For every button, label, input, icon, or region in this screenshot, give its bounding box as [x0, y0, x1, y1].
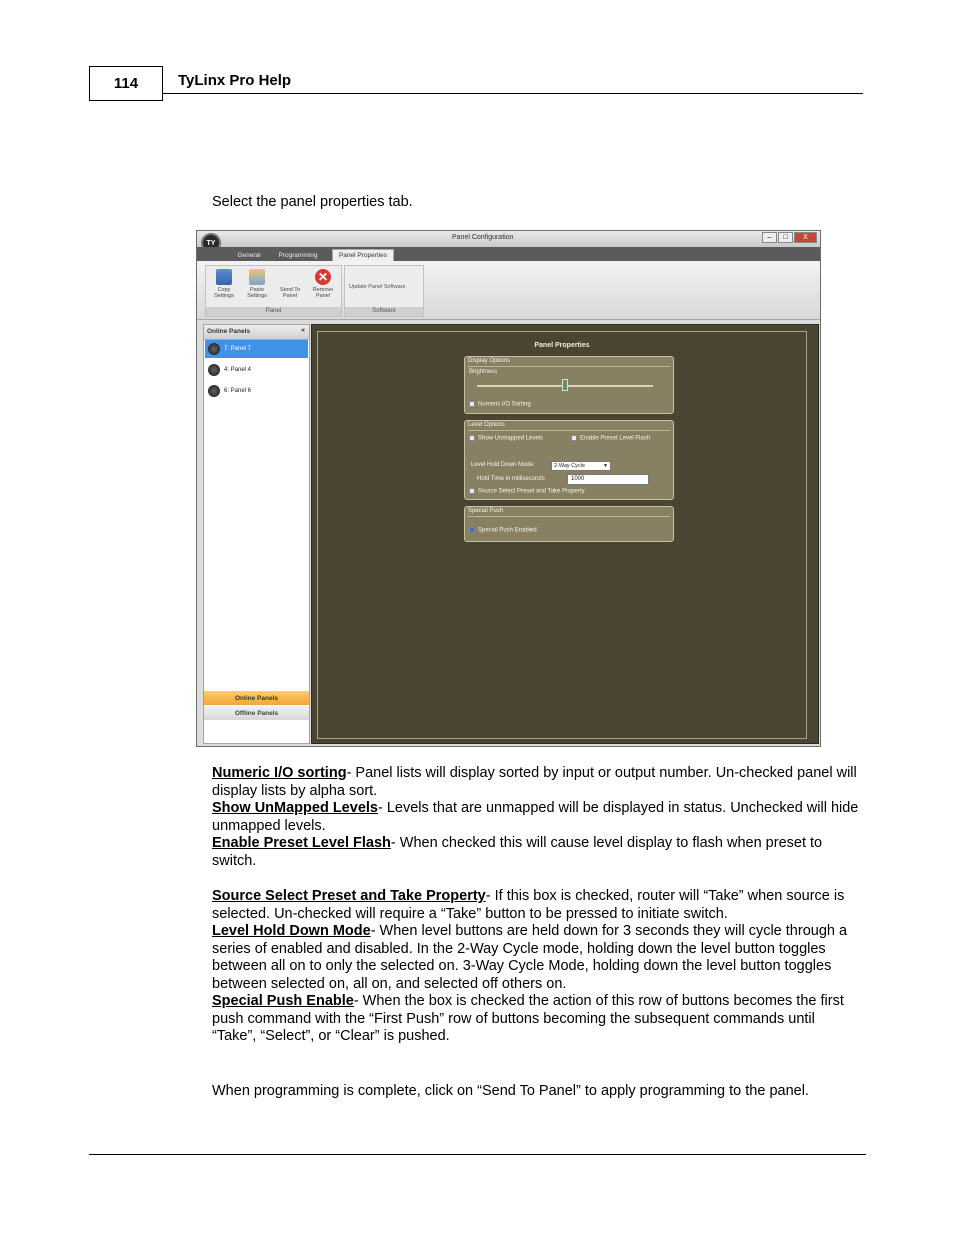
- panel-properties-title: Panel Properties: [534, 342, 590, 349]
- display-options-group: [464, 356, 674, 414]
- panel-list-item[interactable]: [205, 340, 308, 358]
- term-link[interactable]: Enable Preset Level Flash: [212, 835, 391, 851]
- description-text: - When level buttons are held down for 3 seconds they will cycle through a series of enabled and disabled. In the 2-Way Cycle mode, holding down the level button toggles between all on to only the selected on. 3-Way Cycle Mode, holding down the level button toggles between selected on, all on, and selected off others on.: [212, 923, 848, 992]
- show-unmapped-levels-option[interactable]: [469, 435, 543, 442]
- group-divider: [468, 366, 670, 367]
- panel-list-item-label: 4: Panel 4: [224, 367, 252, 373]
- term-link[interactable]: Show UnMapped Levels: [212, 800, 378, 816]
- page-number: 114: [89, 66, 163, 101]
- special-push-enabled-option[interactable]: [469, 527, 537, 534]
- level-hold-down-mode-select[interactable]: [551, 461, 611, 471]
- minimize-button[interactable]: –: [762, 232, 777, 243]
- remove-panel-label: Remove Panel: [312, 287, 334, 299]
- copy-settings-button[interactable]: [209, 269, 239, 299]
- dropdown-arrow-icon: ▼: [603, 463, 608, 469]
- panel-list-item[interactable]: [205, 361, 308, 379]
- hold-time-label: Hold Time in milliseconds: [477, 476, 545, 482]
- intro-text: Select the panel properties tab.: [212, 194, 413, 210]
- send-to-panel-label: Send To Panel: [279, 287, 301, 299]
- description-text: - If this box is checked, router will “Take” when source is selected. Un-checked will require a “Take” button to be pressed to initiate switch.: [212, 888, 845, 922]
- window-title: Panel Configuration: [452, 234, 514, 241]
- term-link[interactable]: Source Select Preset and Take Property: [212, 888, 486, 904]
- hold-time-input[interactable]: 1000: [567, 474, 649, 485]
- numeric-io-sorting-option[interactable]: [469, 401, 531, 408]
- update-panel-software-button[interactable]: Update Panel Software: [349, 284, 406, 290]
- panel-properties-area: [311, 324, 819, 744]
- panel-list-item-label: 7: Panel 7: [224, 346, 252, 352]
- header-rule: [163, 93, 863, 94]
- copy-settings-label: Copy Settings: [214, 287, 234, 299]
- header-title: TyLinx Pro Help: [178, 72, 292, 89]
- description-text: - When the box is checked the action of this row of buttons becomes the first push command with the “First Push” row of buttons becoming the subsequent commands until “Take”, “Select”, or “Clear” is pushed.: [212, 993, 844, 1044]
- send-icon: [282, 269, 298, 285]
- level-hold-down-mode-label: Level Hold Down Mode:: [471, 462, 535, 468]
- sidebar-header: [204, 325, 309, 340]
- online-panels-sidebar: [203, 324, 310, 744]
- description-text: - Levels that are unmapped will be displayed in status. Unchecked will hide unmapped levels.: [212, 800, 859, 834]
- close-button[interactable]: X: [794, 232, 817, 243]
- remove-icon: ✕: [315, 269, 331, 285]
- description-enable-preset-level-flash: [212, 835, 862, 870]
- special-push-enabled-checkbox[interactable]: [469, 527, 475, 533]
- panel-list-item[interactable]: [205, 382, 308, 400]
- tab-bar: [197, 247, 820, 261]
- description-special-push-enable: [212, 993, 862, 1046]
- panel-configuration-screenshot: [196, 230, 821, 747]
- tab-general[interactable]: General: [237, 251, 261, 259]
- numeric-io-sorting-checkbox[interactable]: [469, 401, 475, 407]
- offline-panels-button[interactable]: Offline Panels: [204, 706, 309, 720]
- description-text: - When checked this will cause level display to flash when preset to switch.: [212, 835, 823, 869]
- panel-list-item-label: 6: Panel 6: [224, 388, 252, 394]
- level-options-group: [464, 420, 674, 500]
- display-options-title: Display Options: [468, 358, 511, 364]
- send-to-panel-button[interactable]: [275, 269, 305, 299]
- special-push-enabled-label: Special Push Enabled: [478, 527, 537, 534]
- ribbon: [197, 261, 820, 320]
- tab-programming[interactable]: Programming: [278, 251, 318, 259]
- sidebar-title: Online Panels: [207, 328, 250, 335]
- level-options-title: Level Options: [468, 422, 505, 428]
- maximize-button[interactable]: □: [778, 232, 793, 243]
- enable-preset-level-flash-option[interactable]: [571, 435, 650, 442]
- term-link[interactable]: Level Hold Down Mode: [212, 923, 371, 939]
- paste-icon: [249, 269, 265, 285]
- level-hold-down-mode-value: 2-Way Cycle: [554, 463, 585, 469]
- panel-icon: [208, 364, 220, 376]
- paste-settings-label: Paste Settings: [247, 287, 267, 299]
- panel-properties-frame: [317, 331, 807, 739]
- description-show-unmapped-levels: [212, 800, 862, 835]
- panel-icon: [208, 385, 220, 397]
- enable-preset-level-flash-checkbox[interactable]: [571, 435, 577, 441]
- show-unmapped-levels-label: Show Unmapped Levels: [478, 435, 544, 442]
- group-divider: [468, 516, 670, 517]
- source-select-preset-label: Source Select Preset and Take Property: [478, 488, 585, 495]
- paste-settings-button[interactable]: [242, 269, 272, 299]
- show-unmapped-levels-checkbox[interactable]: [469, 435, 475, 441]
- description-text: - Panel lists will display sorted by input or output number. Un-checked panel will display lists by alpha sort.: [212, 765, 857, 799]
- outro-text: When programming is complete, click on “Send To Panel” to apply programming to the panel.: [212, 1083, 809, 1099]
- ribbon-group-panel: [205, 265, 342, 317]
- brightness-label: Brightness: [469, 369, 498, 375]
- group-divider: [468, 430, 670, 431]
- window-titlebar: [197, 231, 820, 247]
- software-group-label: Software: [345, 307, 423, 316]
- brightness-slider-handle[interactable]: [562, 379, 568, 391]
- special-push-group: [464, 506, 674, 542]
- app-logo[interactable]: TY: [201, 233, 221, 253]
- remove-panel-button[interactable]: [308, 269, 338, 299]
- option-descriptions: [212, 765, 862, 1046]
- ribbon-group-software: [344, 265, 424, 317]
- source-select-preset-checkbox[interactable]: [469, 488, 475, 494]
- tab-panel-properties[interactable]: Panel Properties: [332, 249, 394, 261]
- online-panels-button[interactable]: Online Panels: [204, 691, 309, 705]
- source-select-preset-option[interactable]: [469, 488, 585, 495]
- numeric-io-sorting-label: Numeric I/O Sorting: [478, 401, 531, 408]
- panel-icon: [208, 343, 220, 355]
- paragraph-gap: [212, 870, 862, 888]
- description-level-hold-down-mode: [212, 923, 862, 993]
- footer-rule: [89, 1154, 866, 1155]
- copy-icon: [216, 269, 232, 285]
- enable-preset-level-flash-label: Enable Preset Level Flash: [580, 435, 651, 442]
- term-link[interactable]: Numeric I/O sorting: [212, 765, 347, 781]
- description-numeric-io-sorting: [212, 765, 862, 800]
- description-source-select-preset: [212, 888, 862, 923]
- term-link[interactable]: Special Push Enable: [212, 993, 354, 1009]
- collapse-icon[interactable]: «: [301, 327, 305, 334]
- special-push-title: Special Push: [468, 508, 504, 514]
- panel-group-label: Panel: [206, 307, 341, 316]
